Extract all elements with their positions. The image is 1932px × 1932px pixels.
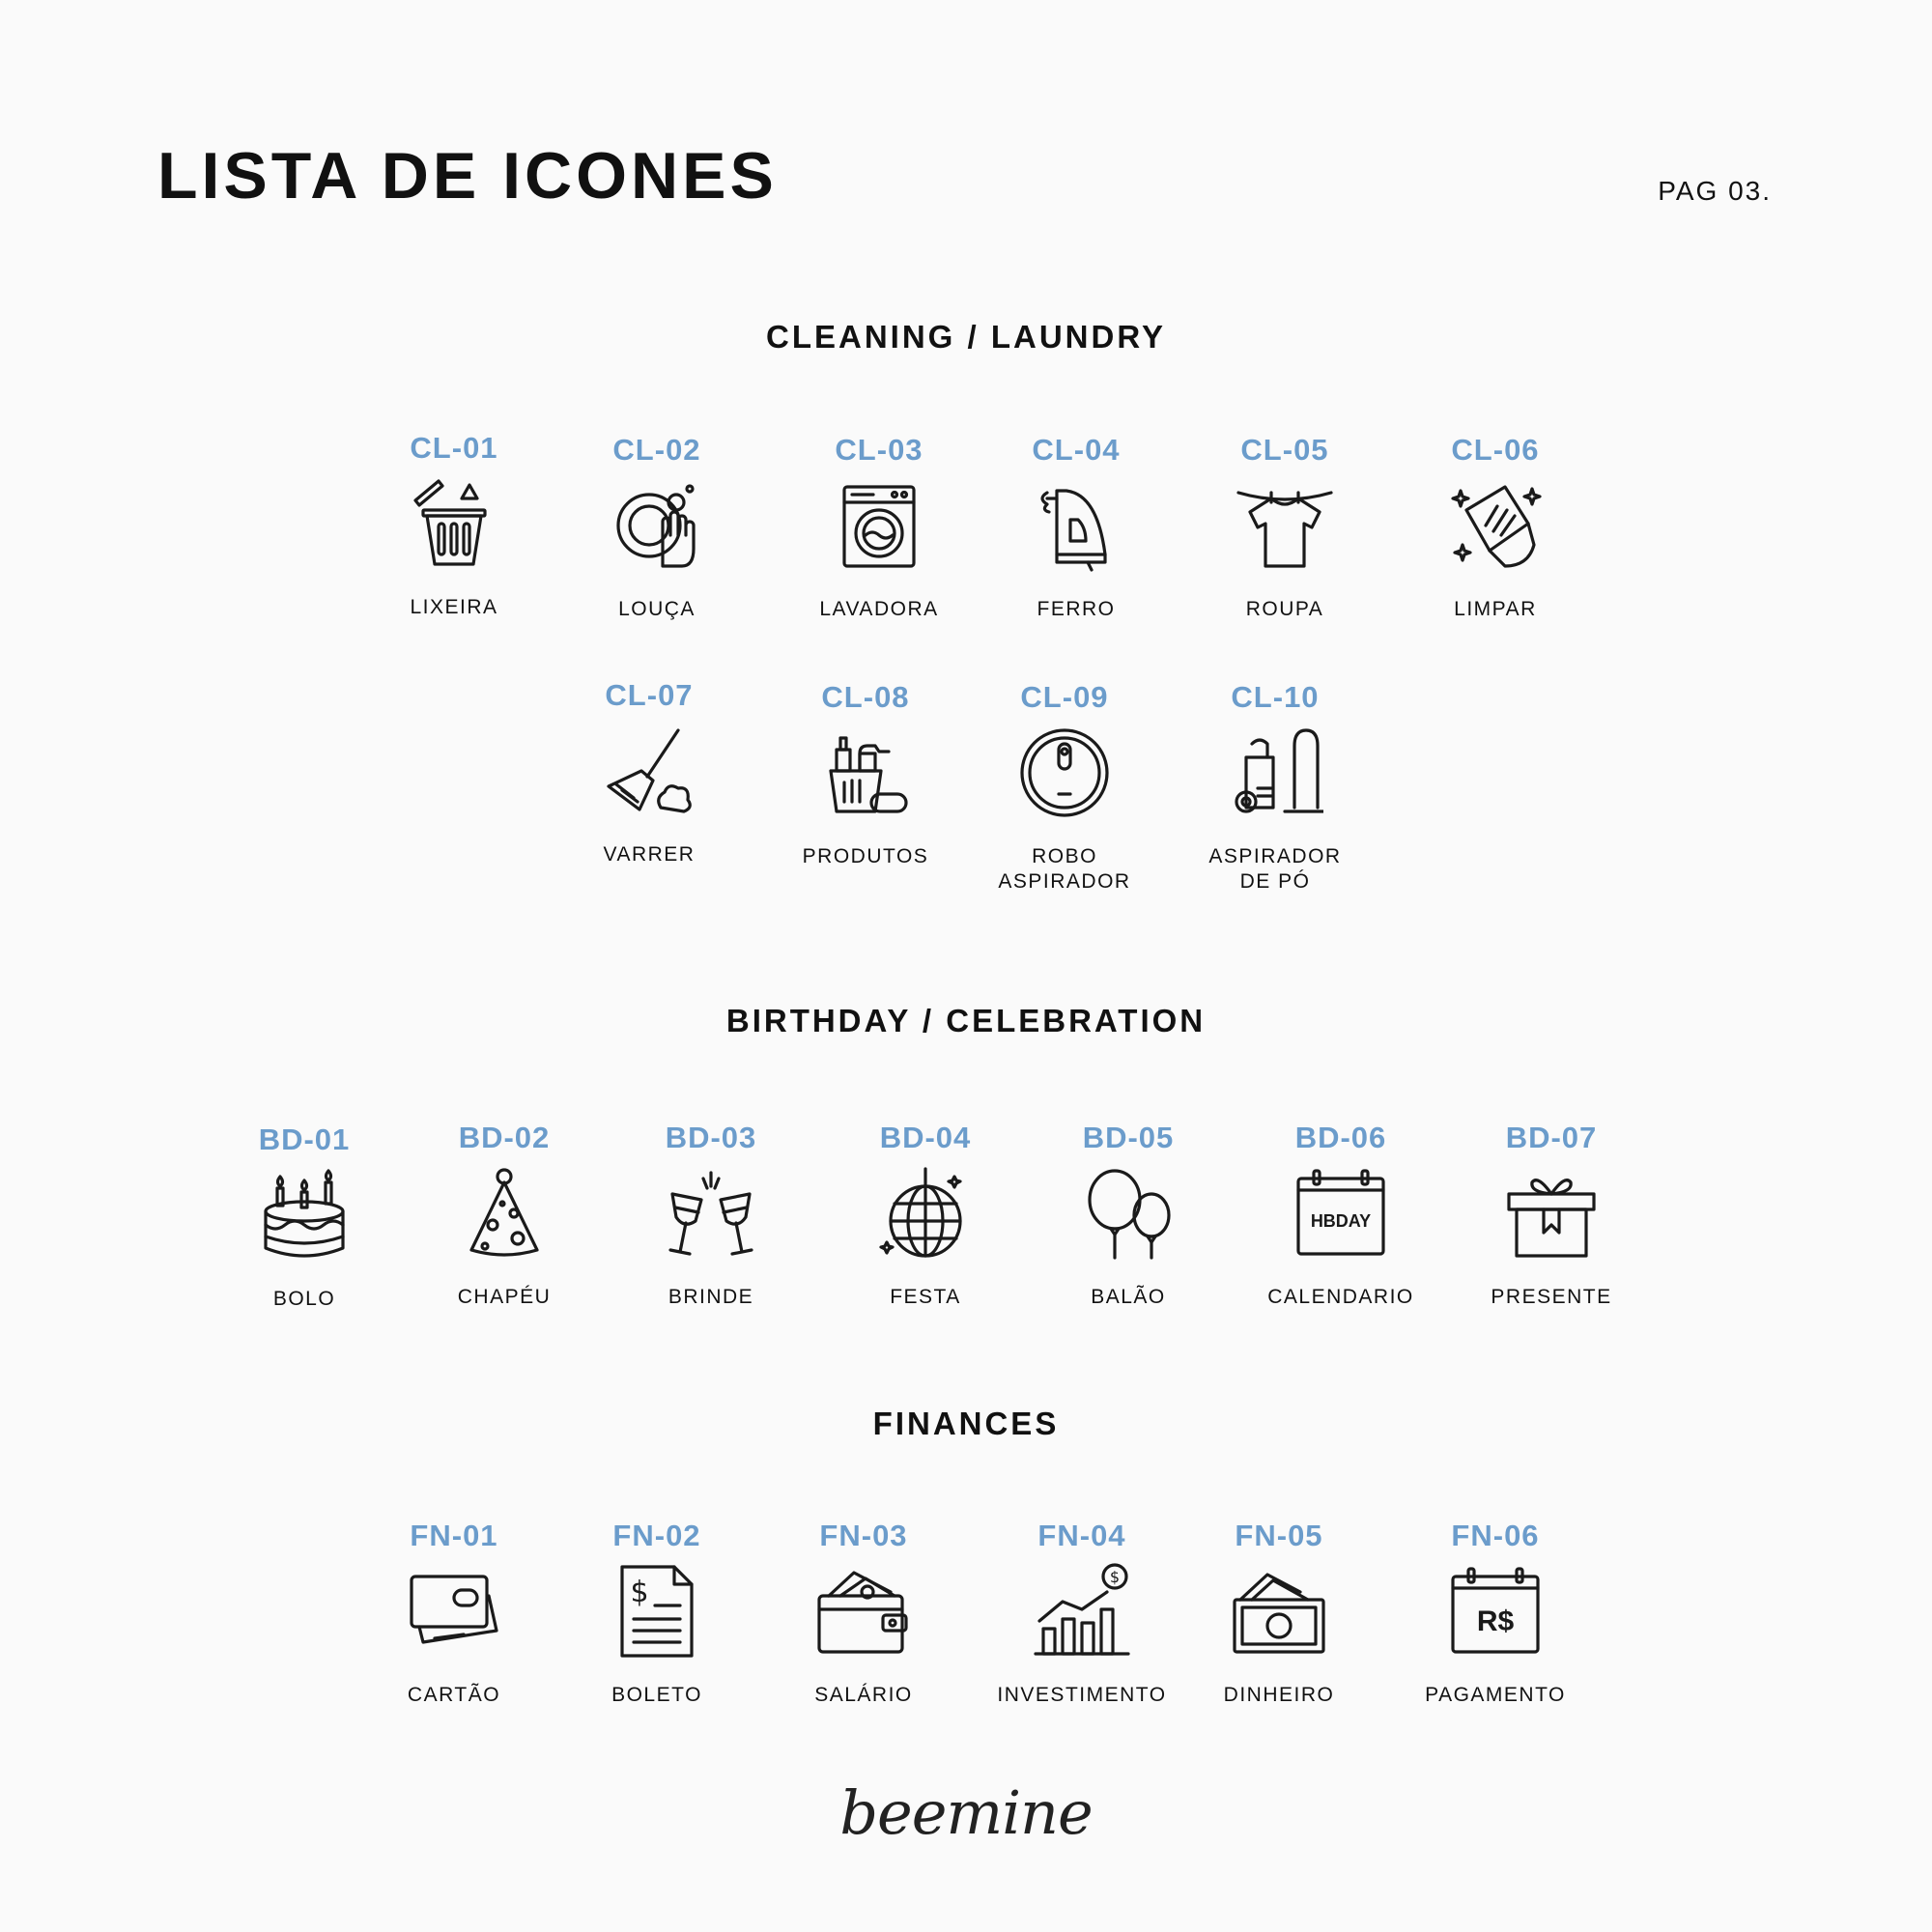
- icon-code: CL-09: [1020, 680, 1109, 714]
- icon-code: BD-03: [665, 1121, 757, 1154]
- cake-icon: [256, 1167, 353, 1264]
- icon-card-bd-01: [217, 1122, 391, 1312]
- icon-code: CL-03: [835, 433, 923, 467]
- icon-label: VARRER: [603, 843, 696, 866]
- icon-code: FN-05: [1235, 1519, 1323, 1552]
- icon-code: BD-05: [1082, 1121, 1175, 1154]
- balloons-icon: [1080, 1165, 1177, 1262]
- section-title-cleaning: CLEANING / LAUNDRY: [766, 319, 1166, 355]
- icon-code: CL-04: [1032, 433, 1121, 467]
- cleaning-cloth-icon: [1447, 477, 1544, 574]
- party-hat-icon: [456, 1165, 553, 1262]
- dollar-sign: $: [630, 1576, 649, 1609]
- icon-card-cl-04: [989, 433, 1163, 622]
- icon-card-bd-04: [838, 1121, 1012, 1310]
- icon-label: PRODUTOS: [802, 845, 929, 867]
- icon-label: PRESENTE: [1491, 1286, 1612, 1308]
- brand-logo: beemine: [839, 1777, 1093, 1848]
- icon-label: FERRO: [1037, 598, 1116, 620]
- icon-label: DINHEIRO: [1223, 1684, 1335, 1706]
- icon-label: BRINDE: [668, 1286, 754, 1308]
- icon-label: FESTA: [890, 1286, 961, 1308]
- icon-code: FN-01: [410, 1519, 498, 1552]
- icon-label: SALÁRIO: [814, 1684, 913, 1706]
- icon-card-cl-10: [1188, 680, 1362, 895]
- icon-code: CL-08: [821, 680, 910, 714]
- icon-card-fn-05: [1192, 1519, 1366, 1708]
- invoice-icon: [609, 1563, 705, 1660]
- icon-card-cl-09: [978, 680, 1151, 895]
- cleaning-products-icon: [817, 724, 914, 821]
- icon-code: CL-07: [605, 678, 694, 712]
- icon-card-fn-03: [777, 1519, 951, 1708]
- icon-card-bd-07: [1464, 1121, 1638, 1310]
- icon-card-fn-06: [1408, 1519, 1582, 1708]
- icon-code: CL-02: [612, 433, 701, 467]
- calendar-badge: HBDAY: [1310, 1211, 1372, 1231]
- page-number: PAG 03.: [1658, 176, 1772, 206]
- icon-code: BD-02: [458, 1121, 551, 1154]
- icon-card-cl-07: [562, 678, 736, 867]
- section-title-finances: FINANCES: [872, 1406, 1060, 1441]
- robot-vacuum-icon: [1016, 724, 1113, 821]
- icon-label: BALÃO: [1091, 1286, 1166, 1308]
- page-title: LISTA DE ICONES: [157, 139, 778, 213]
- icon-card-fn-02: [570, 1519, 744, 1708]
- shirt-clothesline-icon: [1236, 477, 1333, 574]
- icon-label: ROUPA: [1245, 598, 1324, 620]
- icon-card-cl-01: [367, 431, 541, 620]
- iron-icon: [1028, 477, 1124, 574]
- icon-code: CL-05: [1240, 433, 1329, 467]
- credit-card-icon: [406, 1563, 502, 1660]
- toast-glasses-icon: [663, 1165, 759, 1262]
- cash-icon: [1231, 1563, 1327, 1660]
- icon-code: FN-04: [1037, 1519, 1126, 1552]
- icon-label: CHAPÉU: [457, 1286, 552, 1308]
- icon-label: LIXEIRA: [410, 596, 498, 618]
- icon-label: ROBO ASPIRADOR: [998, 845, 1131, 893]
- disco-ball-icon: [877, 1165, 974, 1262]
- icon-card-cl-03: [792, 433, 966, 622]
- icon-code: BD-07: [1505, 1121, 1598, 1154]
- icon-card-bd-02: [417, 1121, 591, 1310]
- icon-card-cl-05: [1198, 433, 1372, 622]
- vacuum-cleaner-icon: [1227, 724, 1323, 821]
- icon-card-fn-04: [995, 1519, 1169, 1708]
- broom-icon: [601, 723, 697, 819]
- icon-label: PAGAMENTO: [1425, 1684, 1566, 1706]
- icon-code: CL-01: [410, 431, 498, 465]
- icon-label: CALENDARIO: [1267, 1286, 1414, 1308]
- icon-card-cl-02: [570, 433, 744, 622]
- icon-code: FN-02: [612, 1519, 701, 1552]
- icon-code: CL-10: [1231, 680, 1320, 714]
- washing-machine-icon: [831, 477, 927, 574]
- icon-label: ASPIRADOR DE PÓ: [1208, 845, 1342, 893]
- icon-code: BD-06: [1294, 1121, 1387, 1154]
- icon-card-fn-01: [367, 1519, 541, 1708]
- icon-label: CARTÃO: [407, 1684, 501, 1706]
- icon-code: BD-01: [258, 1122, 351, 1156]
- icon-label: LOUÇA: [618, 598, 696, 620]
- icon-code: FN-03: [819, 1519, 908, 1552]
- icon-code: FN-06: [1451, 1519, 1540, 1552]
- icon-card-bd-06: [1254, 1121, 1428, 1310]
- investment-chart-icon: [1034, 1563, 1130, 1660]
- icon-card-bd-05: [1041, 1121, 1215, 1310]
- icon-label: LIMPAR: [1454, 598, 1537, 620]
- icon-label: INVESTIMENTO: [997, 1684, 1167, 1706]
- icon-card-cl-06: [1408, 433, 1582, 622]
- gift-icon: [1503, 1165, 1600, 1262]
- icon-code: BD-04: [879, 1121, 972, 1154]
- dish-washing-icon: [609, 477, 705, 574]
- trash-bin-icon: [406, 475, 502, 572]
- dollar-sign: $: [1109, 1568, 1121, 1586]
- birthday-calendar-icon: [1293, 1165, 1389, 1262]
- section-title-birthday: BIRTHDAY / CELEBRATION: [725, 1003, 1207, 1038]
- icon-label: BOLO: [272, 1288, 336, 1310]
- payment-calendar-icon: [1447, 1563, 1544, 1660]
- icon-code: CL-06: [1451, 433, 1540, 467]
- wallet-icon: [815, 1563, 912, 1660]
- icon-card-bd-03: [624, 1121, 798, 1310]
- icon-label: BOLETO: [611, 1684, 702, 1706]
- icon-card-cl-08: [779, 680, 952, 869]
- currency-badge: R$: [1476, 1605, 1515, 1637]
- icon-label: LAVADORA: [819, 598, 939, 620]
